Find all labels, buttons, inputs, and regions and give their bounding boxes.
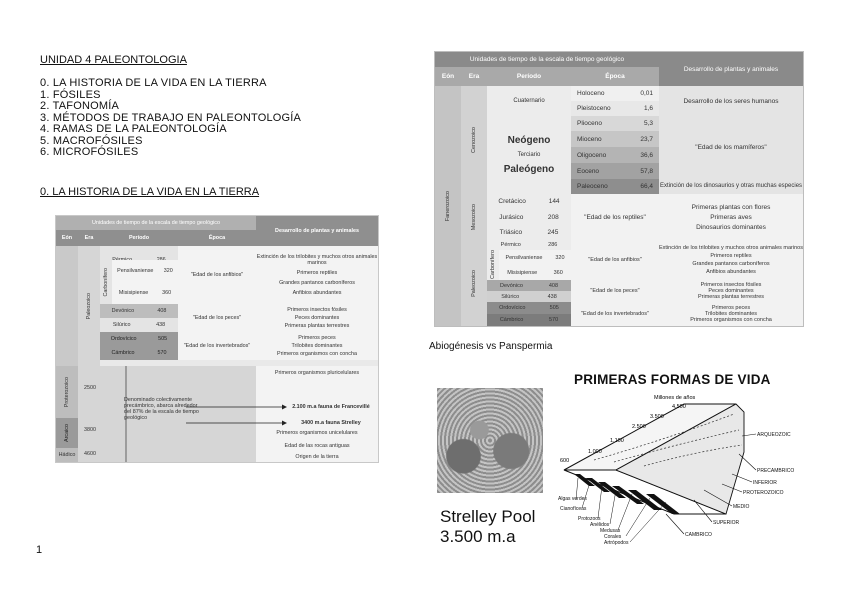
dev-mamiferos: "Edad de los mamíferos" [659, 116, 803, 178]
page-number: 1 [36, 544, 43, 556]
life-form-label: Cianofíceas [560, 506, 587, 512]
age-label: 4600 [84, 451, 96, 457]
col-epoca: Época [178, 230, 256, 246]
period-terciario: Neógeno Terciario Paleógeno [487, 116, 571, 194]
eon-fanerozoico: Fanerozoico [435, 86, 461, 326]
scale-value: 4.500 [672, 404, 686, 410]
period-row: Silúrico 438 [100, 318, 178, 332]
toc-item: 0. LA HISTORIA DE LA VIDA EN LA TIERRA [40, 77, 267, 89]
dev-text: 3400 m.a fauna Strelley [301, 420, 361, 426]
era-label: PROTEROZOICO [743, 490, 784, 496]
dev-text: Primeros organismos pluricelulares [274, 370, 360, 376]
dev-text: Primeros organismos unicelulares [276, 430, 358, 436]
col-eon: Eón [435, 67, 461, 86]
geologic-timescale-table-small [55, 215, 379, 463]
dev-humanos: Desarrollo de los seres humanos [659, 86, 803, 116]
development-cell: Primeras plantas con flores Primeras aves Dinosaurios dominantes [659, 194, 803, 240]
era-label: INFERIOR [753, 480, 777, 486]
col-periodo: Período [100, 230, 178, 246]
toc-item: 2. TAFONOMÍA [40, 100, 120, 112]
era-paleozoico: Paleozoico [461, 240, 487, 326]
scale-value: 3.500 [650, 414, 664, 420]
life-form-label: Protozoos [578, 516, 601, 522]
era-label: CAMBRICO [685, 532, 712, 538]
geologic-timescale-table-large [434, 51, 804, 327]
diagram-title: PRIMERAS FORMAS DE VIDA [574, 372, 771, 387]
period-row: Pérmico 286 [487, 240, 571, 250]
period-row: Devónico 408 [487, 280, 571, 291]
period-row: Cámbrico 570 [487, 314, 571, 326]
scale-value: 600 [560, 458, 570, 464]
dev-text: 2.100 m.a fauna de Francevillé [292, 404, 370, 410]
development-cell: Primeros insectos fósiles Peces dominantes Primeras plantas terrestres [659, 280, 803, 302]
dev-text: Origen de la tierra [295, 454, 339, 460]
strelley-pool-photo [437, 388, 543, 493]
precambrian-note: Denominado colectivamente precámbrico, abarca alrededor del 87% de la escala de tiempo geológico [124, 397, 199, 421]
period-row: Cámbrico 570 [100, 346, 178, 360]
period-row: Triásico 245 [487, 225, 571, 240]
period-row: Ordovícico 505 [487, 302, 571, 314]
epoch-anfibios: "Edad de los anfibios" [178, 246, 256, 304]
era-label: MEDIO [733, 504, 750, 510]
eon-hadico: Hádico [56, 448, 78, 462]
table-top-title: Unidades de tiempo de la escala de tiempo geológico [435, 52, 659, 67]
epoch-row: Holoceno 0,01 [571, 86, 659, 101]
col-era: Era [461, 67, 487, 86]
age-label: 2500 [84, 385, 96, 391]
toc-item: 5. MACROFÓSILES [40, 134, 143, 147]
period-row: Misisipiense 360 [499, 265, 571, 280]
period-row: Cretácico 144 [487, 194, 571, 209]
col-periodo: Período [487, 67, 571, 86]
epoch-row: Plioceno 5,3 [571, 116, 659, 131]
col-era: Era [78, 230, 100, 246]
scale-label: Millones de años [654, 395, 696, 401]
era-label: SUPERIOR [713, 520, 740, 526]
scale-value: 1.100 [610, 438, 624, 444]
era-cenozoico: Cenozoico [461, 86, 487, 194]
era-mesozoico: Mesozoico [461, 194, 487, 240]
age-label: 3800 [84, 427, 96, 433]
life-form-label: Medusas [600, 528, 621, 534]
carbonifero-label: Carbonífero [487, 250, 499, 280]
epoch-reptiles: "Edad de los reptiles" [571, 194, 659, 240]
table-top-title: Unidades de tiempo de la escala de tiempo geológico [56, 216, 256, 230]
toc-item: 3. MÉTODOS DE TRABAJO EN PALEONTOLOGÍA [40, 111, 302, 124]
eon-proterozoico: Proterozoico [56, 366, 78, 418]
period-row: Misisipiense 360 [112, 282, 178, 304]
epoch-invertebrados: "Edad de los invertebrados" [178, 332, 256, 360]
precambrian-arrows [56, 216, 378, 462]
col-epoca: Época [571, 67, 659, 86]
life-form-label: Anélidos [590, 522, 610, 528]
period-row: Pensilvaniense 320 [499, 250, 571, 265]
scale-value: 2.500 [632, 424, 646, 430]
toc-item: 1. FÓSILES [40, 88, 101, 101]
section-heading: 0. LA HISTORIA DE LA VIDA EN LA TIERRA [40, 186, 260, 198]
period-cuaternario: Cuaternario [487, 86, 571, 116]
epoch-peces: "Edad de los peces" [571, 280, 659, 302]
epoch-row: Mioceno 23,7 [571, 131, 659, 147]
development-cell: Primeros peces Trilobites dominantes Primeros organismos con concha [659, 302, 803, 326]
era-label: PRECAMBRICO [757, 468, 795, 474]
epoch-row: Paleoceno 66,4 [571, 179, 659, 194]
life-form-label: Artrópodos [604, 540, 629, 546]
development-cell: Extinción de los trilobites y muchos otros animales marinos Primeros reptiles Grandes pantanos carboníferos Anfibios abundantes [256, 246, 378, 304]
period-row: Pensilvaniense 320 [112, 260, 178, 282]
period-row: Devónico 408 [100, 304, 178, 318]
development-cell: Primeros insectos fósiles Peces dominantes Primeras plantas terrestres [256, 304, 378, 332]
col-desarrollo: Desarrollo de plantas y animales [256, 216, 378, 246]
scale-value: 1.000 [588, 449, 602, 455]
toc-item: 4. RAMAS DE LA PALEONTOLOGÍA [40, 123, 227, 135]
eon-arcaico: Arcaico [56, 418, 78, 448]
epoch-row: Eoceno 57,8 [571, 163, 659, 179]
col-eon: Eón [56, 230, 78, 246]
dev-text: Edad de las rocas antiguas [284, 443, 350, 449]
life-form-label: Corales [604, 534, 622, 540]
epoch-invertebrados: "Edad de los invertebrados" [571, 302, 659, 326]
period-row: Jurásico 208 [487, 209, 571, 225]
era-paleozoico: Paleozoico [78, 246, 100, 366]
primeras-formas-diagram [554, 390, 804, 560]
abiogenesis-caption: Abiogénesis vs Panspermia [429, 341, 553, 352]
epoch-anfibios: "Edad de los anfibios" [571, 240, 659, 280]
epoch-row: Pleistoceno 1,6 [571, 101, 659, 116]
development-cell: Extinción de los trilobites y muchos otros animales marinos Primeros reptiles Grandes pantanos carboníferos Anfibios abundantes [659, 240, 803, 280]
table-of-contents [40, 78, 301, 159]
life-form-label: Algas verdes [558, 496, 587, 502]
development-cell: Primeros peces Trilobites dominantes Primeros organismos con concha [256, 332, 378, 360]
toc-item: 6. MICROFÓSILES [40, 146, 139, 158]
epoch-row: Oligoceno 36,6 [571, 147, 659, 163]
photo-caption: Strelley Pool 3.500 m.a [440, 507, 536, 546]
epoch-peces: "Edad de los peces" [178, 304, 256, 332]
period-row: Ordovícico 505 [100, 332, 178, 346]
period-row: Silúrico 438 [487, 291, 571, 302]
era-label: ARQUEOZOIC [757, 432, 791, 438]
page-heading: UNIDAD 4 PALEONTOLOGIA [40, 54, 187, 66]
col-desarrollo: Desarrollo de plantas y animales [659, 52, 803, 86]
dev-extincion: Extinción de los dinosaurios y otras muchas especies [659, 178, 803, 194]
carbonifero-label: Carbonífero [100, 260, 112, 304]
